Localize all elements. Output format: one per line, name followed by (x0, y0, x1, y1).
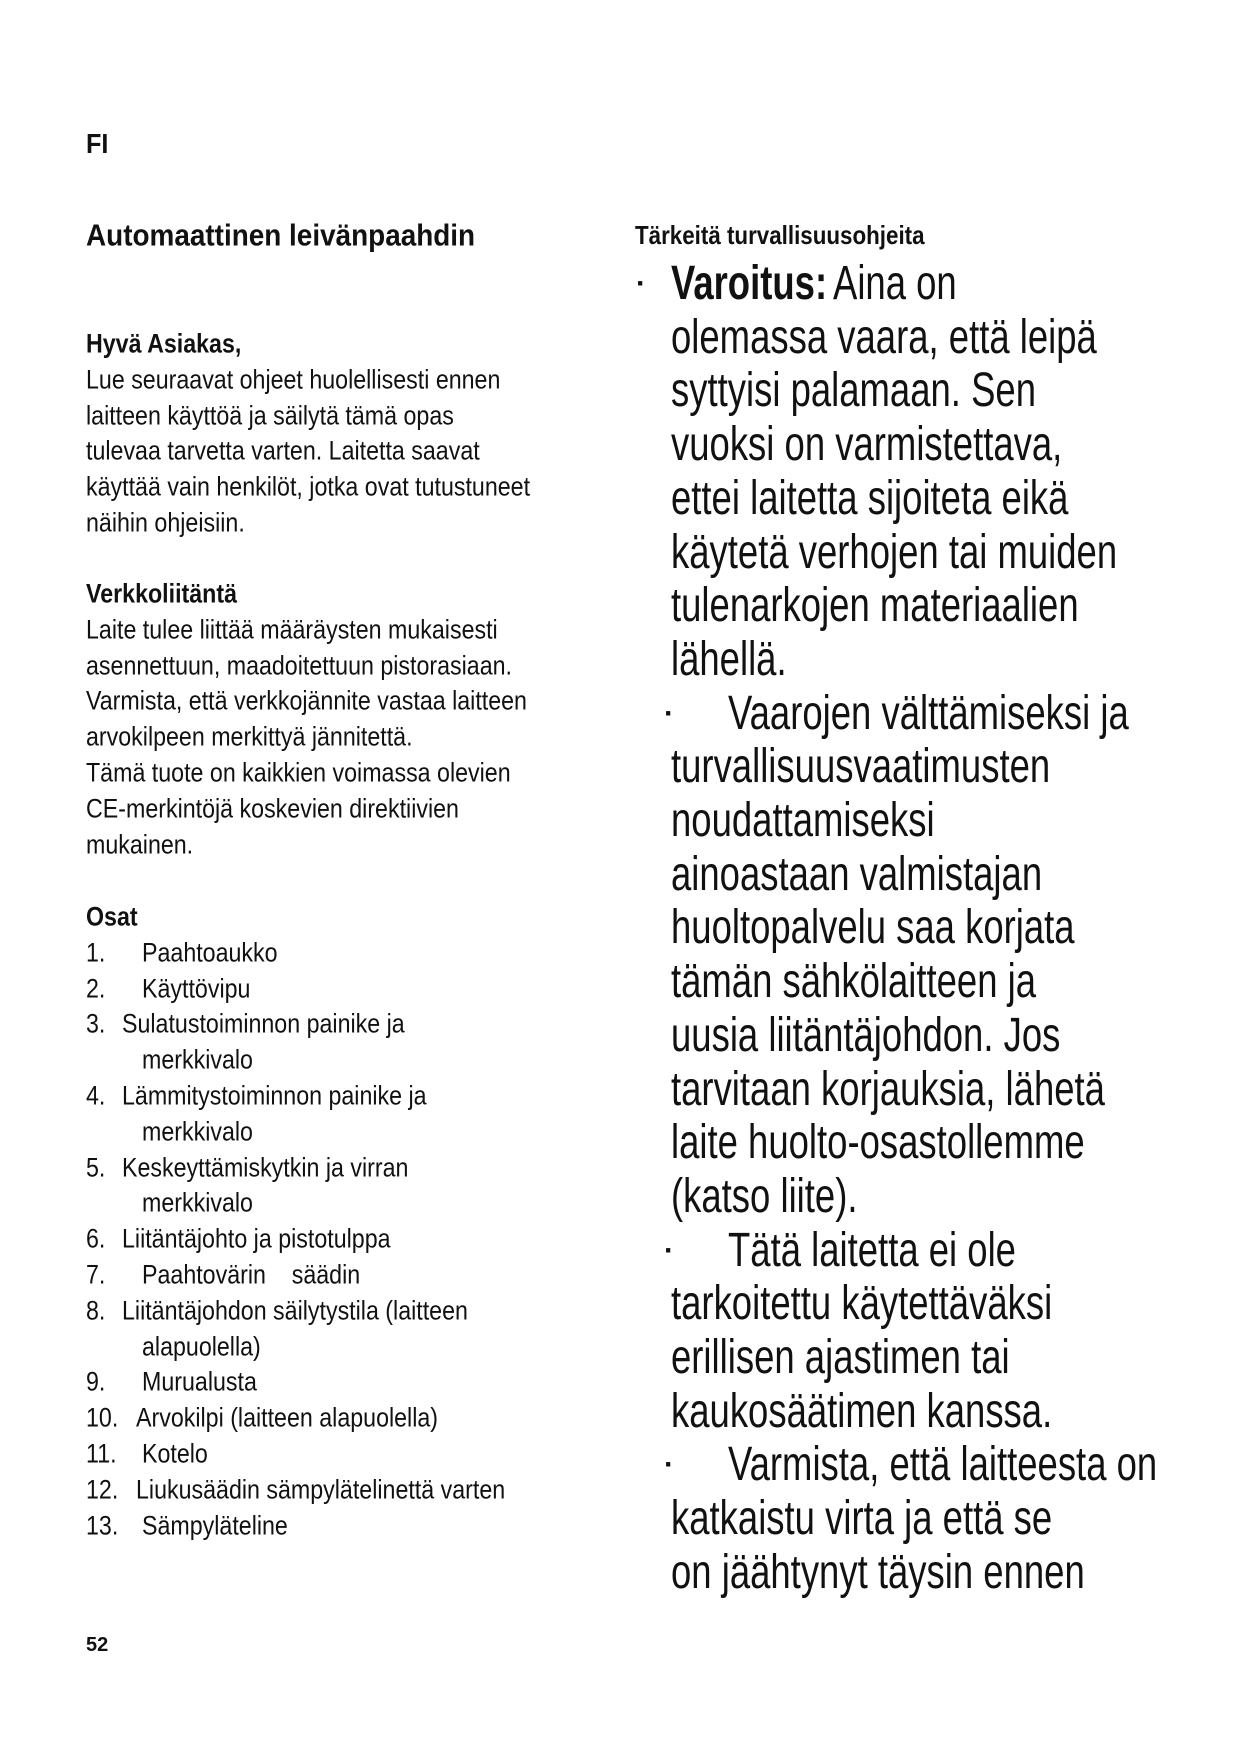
part-label: Murualusta (142, 1366, 257, 1397)
bullet-icon: · (664, 1233, 674, 1267)
part-label: Arvokilpi (laitteen alapuolella) (136, 1402, 439, 1433)
part-number: 2. (86, 973, 106, 1004)
part-label: merkkivalo (142, 1187, 253, 1218)
safety-text-line: (katso liite). (671, 1169, 858, 1223)
part-label: Paahtoaukko (142, 937, 278, 968)
body-text-line: arvokilpeen merkittyä jännitettä. (86, 721, 413, 752)
part-label: Kotelo (142, 1438, 208, 1469)
body-text-line: laitteen käyttöä ja säilytä tämä opas (86, 400, 454, 431)
body-text-line: Tämä tuote on kaikkien voimassa olevien (86, 757, 511, 788)
bullet-icon: · (664, 1448, 674, 1482)
part-number: 10. (86, 1402, 119, 1433)
part-label: Sämpyläteline (142, 1510, 288, 1541)
part-label: alapuolella) (142, 1331, 261, 1362)
part-number: 9. (86, 1366, 106, 1397)
part-number: 5. (86, 1152, 106, 1183)
safety-text-line: huoltopalvelu saa korjata (671, 901, 1075, 955)
language-code: FI (86, 128, 109, 159)
bullet-icon: · (664, 696, 674, 730)
body-text-line: asennettuun, maadoitettuun pistorasiaan. (86, 650, 513, 681)
safety-text-line: Aina on (833, 257, 957, 310)
bullet-icon: · (636, 267, 646, 300)
safety-text-line: Tätä laitetta ei ole (728, 1223, 1016, 1277)
part-label: Liukusäädin sämpylätelinettä varten (136, 1474, 506, 1505)
safety-text-line: lähellä. (671, 632, 787, 686)
safety-text-line: on jäähtynyt täysin ennen (671, 1545, 1085, 1599)
section-heading-safety: Tärkeitä turvallisuusohjeita (635, 220, 925, 250)
body-text-line: mukainen. (86, 829, 194, 860)
safety-text-line: tarvitaan korjauksia, lähetä (671, 1062, 1105, 1116)
safety-text-line: katkaistu virta ja että se (671, 1492, 1053, 1546)
page-title: Automaattinen leivänpaahdin (86, 217, 476, 253)
body-text-line: CE-merkintöjä koskevien direktiivien (86, 793, 459, 824)
page-number: 52 (86, 1634, 109, 1656)
part-number: 11. (86, 1438, 117, 1469)
safety-text-line: syttyisi palamaan. Sen (671, 364, 1036, 418)
safety-text-line: ainoastaan valmistajan (671, 847, 1043, 901)
part-number: 4. (86, 1080, 106, 1111)
body-text-line: tulevaa tarvetta varten. Laitetta saavat (86, 435, 480, 466)
part-label: merkkivalo (142, 1044, 253, 1075)
warning-label: Varoitus: (671, 257, 828, 310)
part-number: 6. (86, 1223, 106, 1254)
safety-text-line: ettei laitetta sijoiteta eikä (671, 471, 1069, 525)
part-label: Liitäntäjohdon säilytystila (laitteen (122, 1295, 468, 1326)
safety-text-line: Varmista, että laitteesta on (728, 1438, 1158, 1492)
safety-text-line: kaukosäätimen kanssa. (671, 1384, 1053, 1438)
section-heading-parts: Osat (86, 901, 138, 932)
part-label: Lämmitystoiminnon painike ja (122, 1080, 427, 1111)
safety-text-line: Vaarojen välttämiseksi ja (728, 686, 1129, 740)
safety-text-line: uusia liitäntäjohdon. Jos (671, 1008, 1061, 1062)
part-number: 12. (86, 1474, 119, 1505)
safety-text-line: noudattamiseksi (671, 794, 935, 847)
safety-text-line: turvallisuusvaatimusten (671, 740, 1051, 794)
part-label: Käyttövipu (142, 973, 251, 1004)
body-text-line: Laite tulee liittää määräysten mukaisesti (86, 614, 498, 645)
body-text-line: Lue seuraavat ohjeet huolellisesti ennen (86, 364, 501, 395)
part-label: Sulatustoiminnon painike ja (122, 1008, 405, 1039)
part-number: 13. (86, 1510, 119, 1541)
part-number: 7. (86, 1259, 106, 1290)
part-label: Paahtovärin säädin (142, 1259, 361, 1290)
part-label: merkkivalo (142, 1116, 253, 1147)
body-text-line: käyttää vain henkilöt, jotka ovat tutustuneet (86, 471, 531, 502)
safety-text-line: tämän sähkölaitteen ja (671, 955, 1037, 1009)
safety-text-line: vuoksi on varmistettava, (671, 418, 1063, 472)
safety-text-line: käytetä verhojen tai muiden (671, 525, 1118, 579)
section-heading-greeting: Hyvä Asiakas, (86, 328, 242, 359)
safety-text-line: tulenarkojen materiaalien (671, 579, 1079, 633)
body-text-line: näihin ohjeisiin. (86, 507, 245, 538)
body-text-line: Varmista, että verkkojännite vastaa laitteen (86, 685, 527, 716)
safety-text-line: olemassa vaara, että leipä (671, 310, 1097, 364)
safety-text-line: laite huolto-osastollemme (671, 1116, 1085, 1170)
part-number: 8. (86, 1295, 106, 1326)
part-label: Keskeyttämiskytkin ja virran (122, 1152, 409, 1183)
section-heading-connection: Verkkoliitäntä (86, 578, 238, 609)
part-number: 1. (86, 937, 106, 968)
part-number: 3. (86, 1008, 106, 1039)
safety-text-line: tarkoitettu käytettäväksi (671, 1277, 1053, 1331)
safety-text-line: erillisen ajastimen tai (671, 1331, 1010, 1384)
part-label: Liitäntäjohto ja pistotulppa (122, 1223, 391, 1254)
